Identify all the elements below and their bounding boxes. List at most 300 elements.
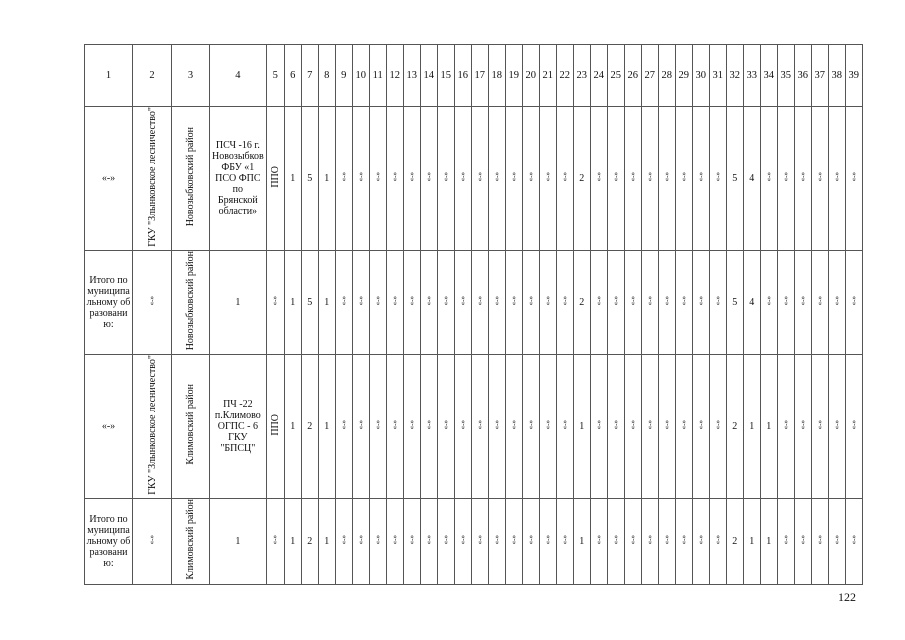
value-cell: [352, 107, 369, 251]
col2-cell: [133, 250, 172, 354]
col1-cell: «-»: [85, 354, 133, 498]
col5-cell: [266, 498, 284, 584]
value-cell-text: «-»: [849, 420, 858, 430]
value-cell: [471, 498, 488, 584]
value-cell: [420, 498, 437, 584]
value-cell-text: «-»: [390, 534, 399, 545]
value-cell-text: «-»: [458, 172, 467, 182]
col5-cell: [266, 107, 284, 251]
value-cell: [505, 498, 522, 584]
value-cell: [828, 354, 845, 498]
value-cell: [845, 354, 862, 498]
value-cell: [794, 250, 811, 354]
value-cell-text: «-»: [849, 172, 858, 182]
value-cell-text: «-»: [764, 172, 773, 182]
value-cell: [403, 498, 420, 584]
header-cell: 10: [352, 45, 369, 107]
value-cell: 5: [301, 107, 318, 251]
value-cell: 5: [726, 250, 743, 354]
header-cell: 32: [726, 45, 743, 107]
value-cell-text: «-»: [526, 420, 535, 430]
value-cell-text: «-»: [611, 420, 620, 430]
value-cell-text: «-»: [713, 296, 722, 306]
value-cell: [403, 107, 420, 251]
header-cell: 36: [794, 45, 811, 107]
value-cell: [454, 354, 471, 498]
value-cell-text: «-»: [645, 534, 654, 545]
value-cell-text: «-»: [492, 296, 501, 306]
value-cell: [845, 498, 862, 584]
col3-cell: [172, 107, 210, 251]
col2-cell: [133, 498, 172, 584]
value-cell-text: «-»: [815, 420, 824, 430]
header-cell: 39: [845, 45, 862, 107]
col5-cell: [266, 250, 284, 354]
value-cell-text: «-»: [373, 420, 382, 430]
value-cell-text: «-»: [679, 420, 688, 430]
value-cell: 1: [284, 250, 301, 354]
value-cell: [777, 107, 794, 251]
value-cell: [641, 354, 658, 498]
value-cell: 1: [760, 354, 777, 498]
header-cell: 29: [675, 45, 692, 107]
value-cell-text: «-»: [441, 420, 450, 430]
value-cell: [437, 107, 454, 251]
value-cell: [658, 107, 675, 251]
header-cell: 38: [828, 45, 845, 107]
value-cell: [488, 354, 505, 498]
header-cell: 5: [266, 45, 284, 107]
value-cell: [522, 498, 539, 584]
value-cell: [760, 250, 777, 354]
value-cell: 1: [760, 498, 777, 584]
value-cell: [845, 250, 862, 354]
value-cell-text: «-»: [832, 420, 841, 430]
value-cell: [624, 250, 641, 354]
value-cell-text: «-»: [832, 534, 841, 545]
header-cell: 23: [573, 45, 590, 107]
col1-cell-text: Итого по муниципальному образованию:: [86, 513, 131, 569]
value-cell-text: «-»: [543, 420, 552, 430]
value-cell-text: «-»: [696, 420, 705, 430]
value-cell: [794, 354, 811, 498]
value-cell-text: «-»: [832, 172, 841, 182]
value-cell-text: «-»: [781, 172, 790, 182]
table-row: [85, 354, 863, 498]
value-cell: [522, 354, 539, 498]
value-cell-text: «-»: [662, 534, 671, 545]
value-cell-text: «-»: [526, 172, 535, 182]
table-row: [85, 250, 863, 354]
value-cell-text: «-»: [356, 534, 365, 545]
value-cell-text: «-»: [339, 420, 348, 430]
value-cell: [539, 250, 556, 354]
value-cell-text: «-»: [611, 172, 620, 182]
header-cell: 37: [811, 45, 828, 107]
col2-cell: [133, 107, 172, 251]
value-cell-text: «-»: [849, 534, 858, 545]
value-cell: [403, 354, 420, 498]
value-cell: [488, 250, 505, 354]
value-cell-text: «-»: [645, 296, 654, 306]
value-cell: [828, 250, 845, 354]
value-cell: [658, 354, 675, 498]
value-cell-text: «-»: [815, 172, 824, 182]
value-cell-text: «-»: [424, 420, 433, 430]
value-cell: [556, 107, 573, 251]
value-cell: [471, 107, 488, 251]
value-cell-text: «-»: [339, 534, 348, 545]
value-cell: [811, 498, 828, 584]
value-cell: [471, 354, 488, 498]
value-cell-text: «-»: [798, 534, 807, 545]
value-cell-text: «-»: [645, 420, 654, 430]
table-row: [85, 498, 863, 584]
value-cell: [505, 354, 522, 498]
value-cell: [522, 250, 539, 354]
value-cell-text: «-»: [475, 534, 484, 545]
value-cell-text: «-»: [458, 534, 467, 545]
value-cell-text: «-»: [339, 296, 348, 306]
value-cell-text: «-»: [458, 420, 467, 430]
value-cell-text: «-»: [781, 420, 790, 430]
value-cell-text: «-»: [713, 172, 722, 182]
value-cell: [556, 498, 573, 584]
value-cell-text: «-»: [356, 296, 365, 306]
value-cell: [607, 107, 624, 251]
value-cell: [437, 354, 454, 498]
col5-cell-text: ППО: [269, 166, 281, 188]
value-cell-text: «-»: [390, 420, 399, 430]
data-table: [84, 44, 863, 585]
value-cell: [556, 354, 573, 498]
value-cell-text: «-»: [696, 534, 705, 545]
value-cell-text: «-»: [441, 534, 450, 545]
value-cell-text: «-»: [815, 296, 824, 306]
value-cell-text: «-»: [781, 534, 790, 545]
value-cell-text: «-»: [390, 296, 399, 306]
value-cell: 1: [573, 354, 590, 498]
value-cell-text: «-»: [594, 420, 603, 430]
value-cell: [675, 107, 692, 251]
value-cell: [777, 354, 794, 498]
value-cell: [420, 107, 437, 251]
value-cell: [675, 354, 692, 498]
col4-cell-text: ПСЧ -16 г. Новозыбков ФБУ «1 ПСО ФПС по Брянской области»: [212, 139, 264, 217]
value-cell-text: «-»: [492, 534, 501, 545]
value-cell-text: «-»: [849, 296, 858, 306]
header-cell: 8: [318, 45, 335, 107]
value-cell-text: «-»: [713, 420, 722, 430]
col3-cell-text: Новозыбковский район: [185, 127, 196, 227]
value-cell: [607, 354, 624, 498]
value-cell: 5: [726, 107, 743, 251]
value-cell-text: «-»: [679, 534, 688, 545]
value-cell: [352, 354, 369, 498]
header-cell: 11: [369, 45, 386, 107]
value-cell-text: «-»: [662, 420, 671, 430]
value-cell: 1: [318, 498, 335, 584]
value-cell-text: «-»: [458, 296, 467, 306]
value-cell: [420, 250, 437, 354]
col3-cell: [172, 354, 210, 498]
header-cell: 28: [658, 45, 675, 107]
value-cell-text: «-»: [441, 296, 450, 306]
value-cell: [505, 107, 522, 251]
header-cell: 7: [301, 45, 318, 107]
value-cell: [777, 250, 794, 354]
header-cell: 35: [777, 45, 794, 107]
value-cell: 1: [284, 498, 301, 584]
col3-cell-text: Климовский район: [185, 384, 196, 466]
value-cell: [658, 250, 675, 354]
value-cell: [335, 498, 352, 584]
header-cell: 31: [709, 45, 726, 107]
value-cell-text: «-»: [611, 296, 620, 306]
header-cell: 21: [539, 45, 556, 107]
col4-cell: 1: [210, 498, 267, 584]
value-cell-text: «-»: [696, 172, 705, 182]
value-cell: [692, 250, 709, 354]
value-cell: [590, 250, 607, 354]
col2-cell-text: «-»: [148, 296, 156, 306]
value-cell: 1: [318, 107, 335, 251]
value-cell: 2: [573, 250, 590, 354]
header-cell: 25: [607, 45, 624, 107]
col5-cell-text: «-»: [271, 534, 280, 545]
value-cell: [811, 250, 828, 354]
value-cell: [590, 107, 607, 251]
value-cell: [845, 107, 862, 251]
value-cell-text: «-»: [509, 172, 518, 182]
header-row: [85, 45, 863, 107]
value-cell: 1: [743, 498, 760, 584]
value-cell-text: «-»: [356, 172, 365, 182]
value-cell: [437, 498, 454, 584]
value-cell-text: «-»: [696, 296, 705, 306]
value-cell-text: «-»: [424, 172, 433, 182]
value-cell-text: «-»: [798, 296, 807, 306]
value-cell: 1: [284, 354, 301, 498]
value-cell-text: «-»: [611, 534, 620, 545]
header-cell: 15: [437, 45, 454, 107]
value-cell: [369, 354, 386, 498]
header-cell: 16: [454, 45, 471, 107]
value-cell: [556, 250, 573, 354]
value-cell: [811, 107, 828, 251]
value-cell: 2: [726, 354, 743, 498]
value-cell: [454, 107, 471, 251]
value-cell: 2: [301, 354, 318, 498]
header-cell: 24: [590, 45, 607, 107]
value-cell: [335, 354, 352, 498]
value-cell-text: «-»: [509, 420, 518, 430]
value-cell: [777, 498, 794, 584]
value-cell: [641, 498, 658, 584]
value-cell: [811, 354, 828, 498]
value-cell-text: «-»: [662, 296, 671, 306]
value-cell: 1: [318, 250, 335, 354]
value-cell-text: «-»: [832, 296, 841, 306]
col5-cell: [266, 354, 284, 498]
value-cell: [590, 498, 607, 584]
value-cell: [539, 498, 556, 584]
value-cell: 5: [301, 250, 318, 354]
value-cell-text: «-»: [339, 172, 348, 182]
value-cell: [709, 250, 726, 354]
value-cell: [692, 354, 709, 498]
col1-cell: [85, 498, 133, 584]
value-cell-text: «-»: [679, 172, 688, 182]
header-cell: 19: [505, 45, 522, 107]
value-cell-text: «-»: [526, 296, 535, 306]
header-cell: 33: [743, 45, 760, 107]
value-cell: 4: [743, 250, 760, 354]
value-cell: [624, 354, 641, 498]
value-cell-text: «-»: [798, 172, 807, 182]
value-cell: [505, 250, 522, 354]
value-cell: [709, 498, 726, 584]
value-cell: [335, 107, 352, 251]
header-cell: 3: [172, 45, 210, 107]
value-cell: [369, 250, 386, 354]
col3-cell-text: Климовский район: [185, 499, 196, 580]
value-cell: [794, 498, 811, 584]
col2-cell-text: ГКУ "Злынковское лесничество": [146, 107, 158, 247]
value-cell: [828, 107, 845, 251]
value-cell-text: «-»: [628, 534, 637, 545]
value-cell: [386, 107, 403, 251]
value-cell: 1: [743, 354, 760, 498]
value-cell-text: «-»: [356, 420, 365, 430]
value-cell: [335, 250, 352, 354]
value-cell: [386, 354, 403, 498]
col3-cell: [172, 498, 210, 584]
value-cell-text: «-»: [475, 420, 484, 430]
page-number: 122: [838, 590, 856, 604]
col4-cell: 1: [210, 250, 267, 354]
value-cell: [488, 498, 505, 584]
value-cell-text: «-»: [594, 172, 603, 182]
value-cell-text: «-»: [628, 420, 637, 430]
value-cell-text: «-»: [373, 296, 382, 306]
value-cell-text: «-»: [373, 534, 382, 545]
value-cell-text: «-»: [645, 172, 654, 182]
value-cell: [386, 498, 403, 584]
value-cell: [641, 250, 658, 354]
value-cell-text: «-»: [475, 172, 484, 182]
col3-cell: [172, 250, 210, 354]
value-cell: [692, 107, 709, 251]
header-cell: 9: [335, 45, 352, 107]
col4-cell: [210, 354, 267, 498]
value-cell-text: «-»: [390, 172, 399, 182]
value-cell: [760, 107, 777, 251]
header-cell: 26: [624, 45, 641, 107]
value-cell: 4: [743, 107, 760, 251]
value-cell: [420, 354, 437, 498]
value-cell: 1: [284, 107, 301, 251]
value-cell: 2: [301, 498, 318, 584]
value-cell: [352, 250, 369, 354]
header-cell: 20: [522, 45, 539, 107]
value-cell-text: «-»: [407, 420, 416, 430]
value-cell: [488, 107, 505, 251]
value-cell-text: «-»: [492, 172, 501, 182]
header-cell: 1: [85, 45, 133, 107]
value-cell: [539, 354, 556, 498]
value-cell: [692, 498, 709, 584]
col2-cell-text: «-»: [148, 534, 156, 545]
value-cell: [369, 107, 386, 251]
value-cell: [590, 354, 607, 498]
value-cell: [624, 498, 641, 584]
value-cell-text: «-»: [781, 296, 790, 306]
value-cell: 1: [318, 354, 335, 498]
header-cell: 6: [284, 45, 301, 107]
header-cell: 27: [641, 45, 658, 107]
value-cell-text: «-»: [543, 172, 552, 182]
value-cell: [794, 107, 811, 251]
value-cell: [675, 498, 692, 584]
value-cell-text: «-»: [594, 534, 603, 545]
value-cell-text: «-»: [713, 534, 722, 545]
value-cell-text: «-»: [662, 172, 671, 182]
value-cell-text: «-»: [407, 534, 416, 545]
col3-cell-text: Новозыбковский район: [185, 251, 196, 351]
value-cell: [641, 107, 658, 251]
value-cell: [386, 250, 403, 354]
value-cell: 2: [726, 498, 743, 584]
value-cell-text: «-»: [560, 534, 569, 545]
header-cell: 2: [133, 45, 172, 107]
value-cell-text: «-»: [560, 420, 569, 430]
col4-cell-text: ПЧ -22 п.Климово ОГПС - 6 ГКУ "БПСЦ": [214, 398, 261, 454]
value-cell: [828, 498, 845, 584]
value-cell: [403, 250, 420, 354]
value-cell-text: «-»: [560, 296, 569, 306]
value-cell: [607, 250, 624, 354]
header-cell: 34: [760, 45, 777, 107]
col2-cell: [133, 354, 172, 498]
col5-cell-text: ППО: [269, 413, 281, 436]
value-cell: 2: [573, 107, 590, 251]
header-cell: 12: [386, 45, 403, 107]
value-cell-text: «-»: [373, 172, 382, 182]
header-cell: 18: [488, 45, 505, 107]
value-cell-text: «-»: [441, 172, 450, 182]
value-cell-text: «-»: [407, 296, 416, 306]
value-cell-text: «-»: [475, 296, 484, 306]
value-cell: [624, 107, 641, 251]
value-cell: [522, 107, 539, 251]
value-cell-text: «-»: [543, 296, 552, 306]
value-cell-text: «-»: [424, 296, 433, 306]
value-cell: [607, 498, 624, 584]
value-cell: [709, 107, 726, 251]
value-cell-text: «-»: [543, 534, 552, 545]
value-cell-text: «-»: [424, 534, 433, 545]
value-cell-text: «-»: [509, 296, 518, 306]
header-cell: 30: [692, 45, 709, 107]
value-cell-text: «-»: [492, 420, 501, 430]
value-cell: [539, 107, 556, 251]
value-cell: [709, 354, 726, 498]
header-cell: 13: [403, 45, 420, 107]
value-cell-text: «-»: [628, 296, 637, 306]
col2-cell-text: ГКУ "Злынковское лесничество": [146, 354, 158, 495]
value-cell: [369, 498, 386, 584]
